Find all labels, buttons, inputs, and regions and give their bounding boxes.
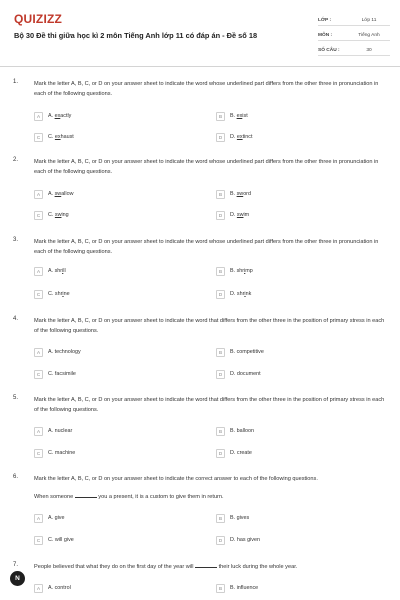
option-letter-box: C	[34, 370, 43, 379]
nav-button-label: N	[15, 575, 20, 582]
option-letter-box: A	[34, 190, 43, 199]
meta-label: LỚP :	[318, 18, 332, 23]
option-text: D. swim	[230, 212, 250, 218]
option-b[interactable]	[216, 265, 253, 277]
option-text: A. technology	[48, 349, 81, 355]
option-letter-box: B	[216, 584, 225, 593]
question-prompt: Mark the letter A, B, C, or D on your answer sheet to indicate the word that differs from the other three in the position of primary stress in each of the following questions.	[34, 318, 385, 334]
option-letter-box: B	[216, 112, 225, 121]
option-text: A. nuclear	[48, 428, 73, 434]
option-text: B. gives	[230, 515, 250, 521]
option-letter-box: A	[34, 112, 43, 121]
option-letter-box: A	[34, 348, 43, 357]
option-text: B. competitive	[230, 349, 264, 355]
meta-row-class	[318, 11, 390, 26]
option-text: C. shrine	[48, 291, 70, 297]
question-number: 6.	[13, 474, 19, 480]
option-text: A. control	[48, 585, 71, 591]
option-c[interactable]	[34, 209, 69, 221]
option-text: A. give	[48, 515, 65, 521]
option-text: B. shrimp	[230, 268, 253, 274]
option-letter-box: B	[216, 190, 225, 199]
option-letter-box: B	[216, 267, 225, 276]
option-a[interactable]	[34, 582, 71, 594]
option-text: A. exactly	[48, 113, 72, 119]
option-a[interactable]	[34, 346, 81, 358]
option-c[interactable]	[34, 368, 76, 380]
option-letter-box: B	[216, 348, 225, 357]
question-stem: When someone you a present, it is a custom to give them in return.	[34, 494, 224, 500]
option-letter-box: D	[216, 370, 225, 379]
meta-label: SỐ CÂU :	[318, 48, 340, 53]
option-letter-box: A	[34, 514, 43, 523]
option-a[interactable]	[34, 425, 72, 437]
worksheet-header	[0, 0, 400, 66]
option-text: C. machine	[48, 450, 76, 456]
option-d[interactable]	[216, 209, 249, 221]
option-c[interactable]	[34, 447, 75, 459]
question-number: 4.	[13, 316, 19, 322]
option-text: D. extinct	[230, 134, 253, 140]
worksheet-meta	[318, 11, 390, 56]
question-prompt: Mark the letter A, B, C, or D on your answer sheet to indicate the word whose underlined part differs from the other three in pronunciation in each of the following questions.	[34, 81, 379, 97]
question-prompt: Mark the letter A, B, C, or D on your answer sheet to indicate the word whose underlined part differs from the other three in pronunciation in each of the following questions.	[34, 159, 379, 175]
option-letter-box: D	[216, 449, 225, 458]
option-letter-box: D	[216, 536, 225, 545]
option-a[interactable]	[34, 110, 71, 122]
option-letter-box: C	[34, 290, 43, 299]
option-d[interactable]	[216, 368, 261, 380]
answer-blank	[75, 492, 97, 498]
option-d[interactable]	[216, 447, 252, 459]
meta-value: Tiếng Anh	[358, 33, 380, 38]
meta-value: Lớp 11	[361, 18, 377, 23]
question-number: 7.	[13, 562, 19, 568]
answer-blank	[195, 562, 217, 568]
meta-label: MÔN :	[318, 33, 333, 38]
question-stem: People believed that what they do on the first day of the year will their luck during the whole year.	[34, 564, 298, 570]
option-b[interactable]	[216, 512, 249, 524]
worksheet-title: Bộ 30 Đề thi giữa học kì 2 môn Tiếng Anh lớp 11 có đáp án - Đề số 18	[14, 31, 258, 40]
option-d[interactable]	[216, 131, 252, 143]
question-number: 5.	[13, 395, 19, 401]
option-text: A. swallow	[48, 191, 74, 197]
option-c[interactable]	[34, 131, 74, 143]
option-a[interactable]	[34, 188, 73, 200]
option-letter-box: C	[34, 211, 43, 220]
option-text: B. balloon	[230, 428, 254, 434]
floating-nav-button[interactable]	[10, 571, 25, 586]
header-divider	[0, 66, 400, 67]
option-text: D. document	[230, 371, 261, 377]
option-text: B. influence	[230, 585, 259, 591]
option-letter-box: B	[216, 427, 225, 436]
option-text: D. has given	[230, 537, 260, 543]
option-text: B. sword	[230, 191, 251, 197]
option-letter-box: D	[216, 290, 225, 299]
option-c[interactable]	[34, 288, 70, 300]
question-number: 1.	[13, 79, 19, 85]
question-number: 2.	[13, 157, 19, 163]
option-c[interactable]	[34, 534, 74, 546]
option-letter-box: A	[34, 584, 43, 593]
option-text: A. shrill	[48, 268, 66, 274]
option-d[interactable]	[216, 534, 260, 546]
option-letter-box: D	[216, 211, 225, 220]
question-prompt: Mark the letter A, B, C, or D on your answer sheet to indicate the correct answer to each of the following questions.	[34, 476, 318, 482]
option-text: C. exhaust	[48, 134, 74, 140]
option-text: D. shrink	[230, 291, 252, 297]
option-d[interactable]	[216, 288, 251, 300]
option-a[interactable]	[34, 265, 66, 277]
option-b[interactable]	[216, 346, 264, 358]
option-letter-box: B	[216, 514, 225, 523]
meta-value: 30	[366, 48, 372, 53]
option-b[interactable]	[216, 425, 254, 437]
option-a[interactable]	[34, 512, 64, 524]
option-text: C. facsimile	[48, 371, 76, 377]
question-prompt: Mark the letter A, B, C, or D on your answer sheet to indicate the word whose underlined part differs from the other three in pronunciation in each of the following questions.	[34, 239, 379, 255]
option-text: D. create	[230, 450, 252, 456]
option-text: C. swing	[48, 212, 69, 218]
option-b[interactable]	[216, 110, 248, 122]
option-text: C. will give	[48, 537, 74, 543]
quizizz-logo: QUIZIZZ	[14, 12, 63, 26]
meta-row-subject	[318, 26, 390, 41]
question-number: 3.	[13, 237, 19, 243]
option-text: B. exist	[230, 113, 248, 119]
meta-row-count	[318, 41, 390, 56]
option-letter-box: A	[34, 427, 43, 436]
option-b[interactable]	[216, 582, 258, 594]
option-letter-box: D	[216, 133, 225, 142]
option-letter-box: C	[34, 536, 43, 545]
question-prompt: Mark the letter A, B, C, or D on your answer sheet to indicate the word that differs from the other three in the position of primary stress in each of the following questions.	[34, 397, 385, 413]
option-b[interactable]	[216, 188, 251, 200]
option-letter-box: C	[34, 133, 43, 142]
option-letter-box: C	[34, 449, 43, 458]
option-letter-box: A	[34, 267, 43, 276]
